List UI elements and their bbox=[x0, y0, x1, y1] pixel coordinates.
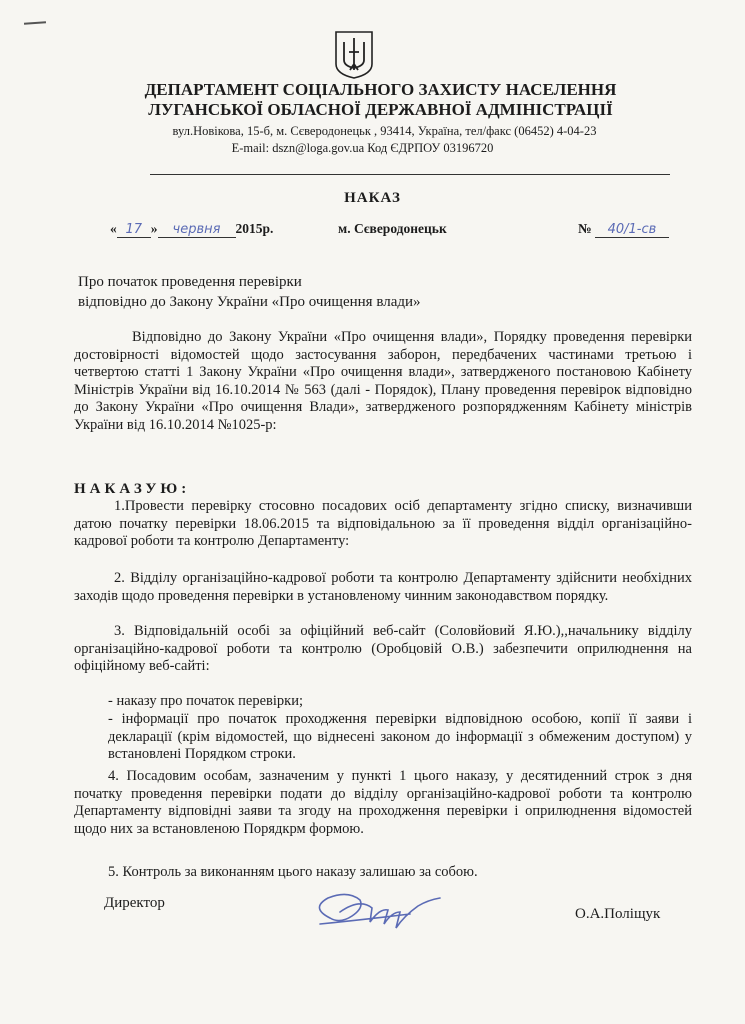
org-name-line2: ЛУГАНСЬКОЇ ОБЛАСНОЇ ДЕРЖАВНОЇ АДМІНІСТРАЦІЇ bbox=[148, 100, 613, 119]
order-item-4: 4. Посадовим особам, зазначеним у пункті 1 цього наказу, у десятиденний строк з дня початку проведення перевірки подати до відділу організаційно-кадрової роботи та контролю Департаменту відповідні заяви та згоду на проходження перевірки і оприлюднення відомостей щодо них за встановленою Порядкрм формою. bbox=[74, 768, 692, 837]
scan-corner-mark bbox=[24, 21, 46, 25]
header-divider bbox=[150, 174, 670, 175]
order-item-5: 5. Контроль за виконанням цього наказу залишаю за собою. bbox=[108, 864, 478, 880]
order-city: м. Сєверодонецьк bbox=[338, 221, 447, 236]
order-subject bbox=[78, 272, 421, 312]
document-title: НАКАЗ bbox=[344, 190, 401, 206]
trident-emblem-icon bbox=[332, 30, 376, 80]
handwritten-signature bbox=[300, 878, 450, 948]
date-day: 17 bbox=[117, 222, 151, 238]
date-year: 2015р. bbox=[235, 221, 274, 236]
order-item-2: 2. Відділу організаційно-кадрової роботи та контролю Департаменту здійснити необхідних заходів щодо проведення перевірки в установленому чинним законодавством порядку. bbox=[74, 570, 692, 604]
order-heading: НАКАЗУЮ: bbox=[74, 481, 191, 497]
org-name-line1: ДЕПАРТАМЕНТ СОЦІАЛЬНОГО ЗАХИСТУ НАСЕЛЕННЯ bbox=[144, 80, 617, 99]
org-address: вул.Новікова, 15-б, м. Сєверодонецьк , 93414, Україна, тел/факс (06452) 4-04-23 bbox=[172, 124, 597, 138]
order-number-label: № bbox=[578, 221, 592, 236]
order-number-value: 40/1-св bbox=[595, 222, 669, 238]
order-item-3-bullet-2: - інформації про початок проходження перевірки відповідною особою, копії її заяви і декларації (крім відомостей, що віднесені законом до інформації з обмеженим доступом) у встановлені Порядком строки. bbox=[108, 711, 692, 763]
order-item-1: 1.Провести перевірку стосовно посадових осіб департаменту згідно списку, визначивши датою початку перевірки 18.06.2015 та відповідальною за її проведення відділ організаційно-кадрової роботи та контролю Департаменту: bbox=[74, 498, 692, 550]
date-close-quote: » bbox=[150, 221, 158, 236]
signatory-position: Директор bbox=[104, 895, 165, 911]
date-month: червня bbox=[158, 222, 236, 238]
order-number bbox=[578, 221, 669, 238]
order-item-3-bullet-1: - наказу про початок перевірки; bbox=[108, 693, 303, 709]
order-date bbox=[110, 221, 273, 238]
subject-line1: Про початок проведення перевірки bbox=[78, 274, 302, 290]
order-item-3: 3. Відповідальній особі за офіційний веб-сайт (Соловйовий Я.Ю.),,начальнику відділу організаційно-кадрової роботи та контролю (Оробцовій О.В.) забезпечити оприлюднення на офіційному веб-сайті: bbox=[74, 623, 692, 675]
date-open-quote: « bbox=[110, 221, 117, 236]
signatory-name: О.А.Поліщук bbox=[575, 906, 661, 922]
org-email: E-mail: dszn@loga.gov.ua Код ЄДРПОУ 03196720 bbox=[231, 141, 494, 155]
subject-line2: відповідно до Закону України «Про очищення влади» bbox=[78, 294, 421, 310]
intro-paragraph: Відповідно до Закону України «Про очищення влади», Порядку проведення перевірки достовірності відомостей щодо застосування заборон, передбачених частинами третьою і четвертою статті 1 Закону України «Про очищення влади», затвердженого постановою Кабінету Міністрів України від 16.10.2014 № 563 (далі - Порядок), Плану проведення перевірок відповідно до Закону України «Про очищення Влади», затвердженого розпорядженням Кабінету міністрів України від 16.10.2014 №1025-р: bbox=[74, 329, 692, 433]
